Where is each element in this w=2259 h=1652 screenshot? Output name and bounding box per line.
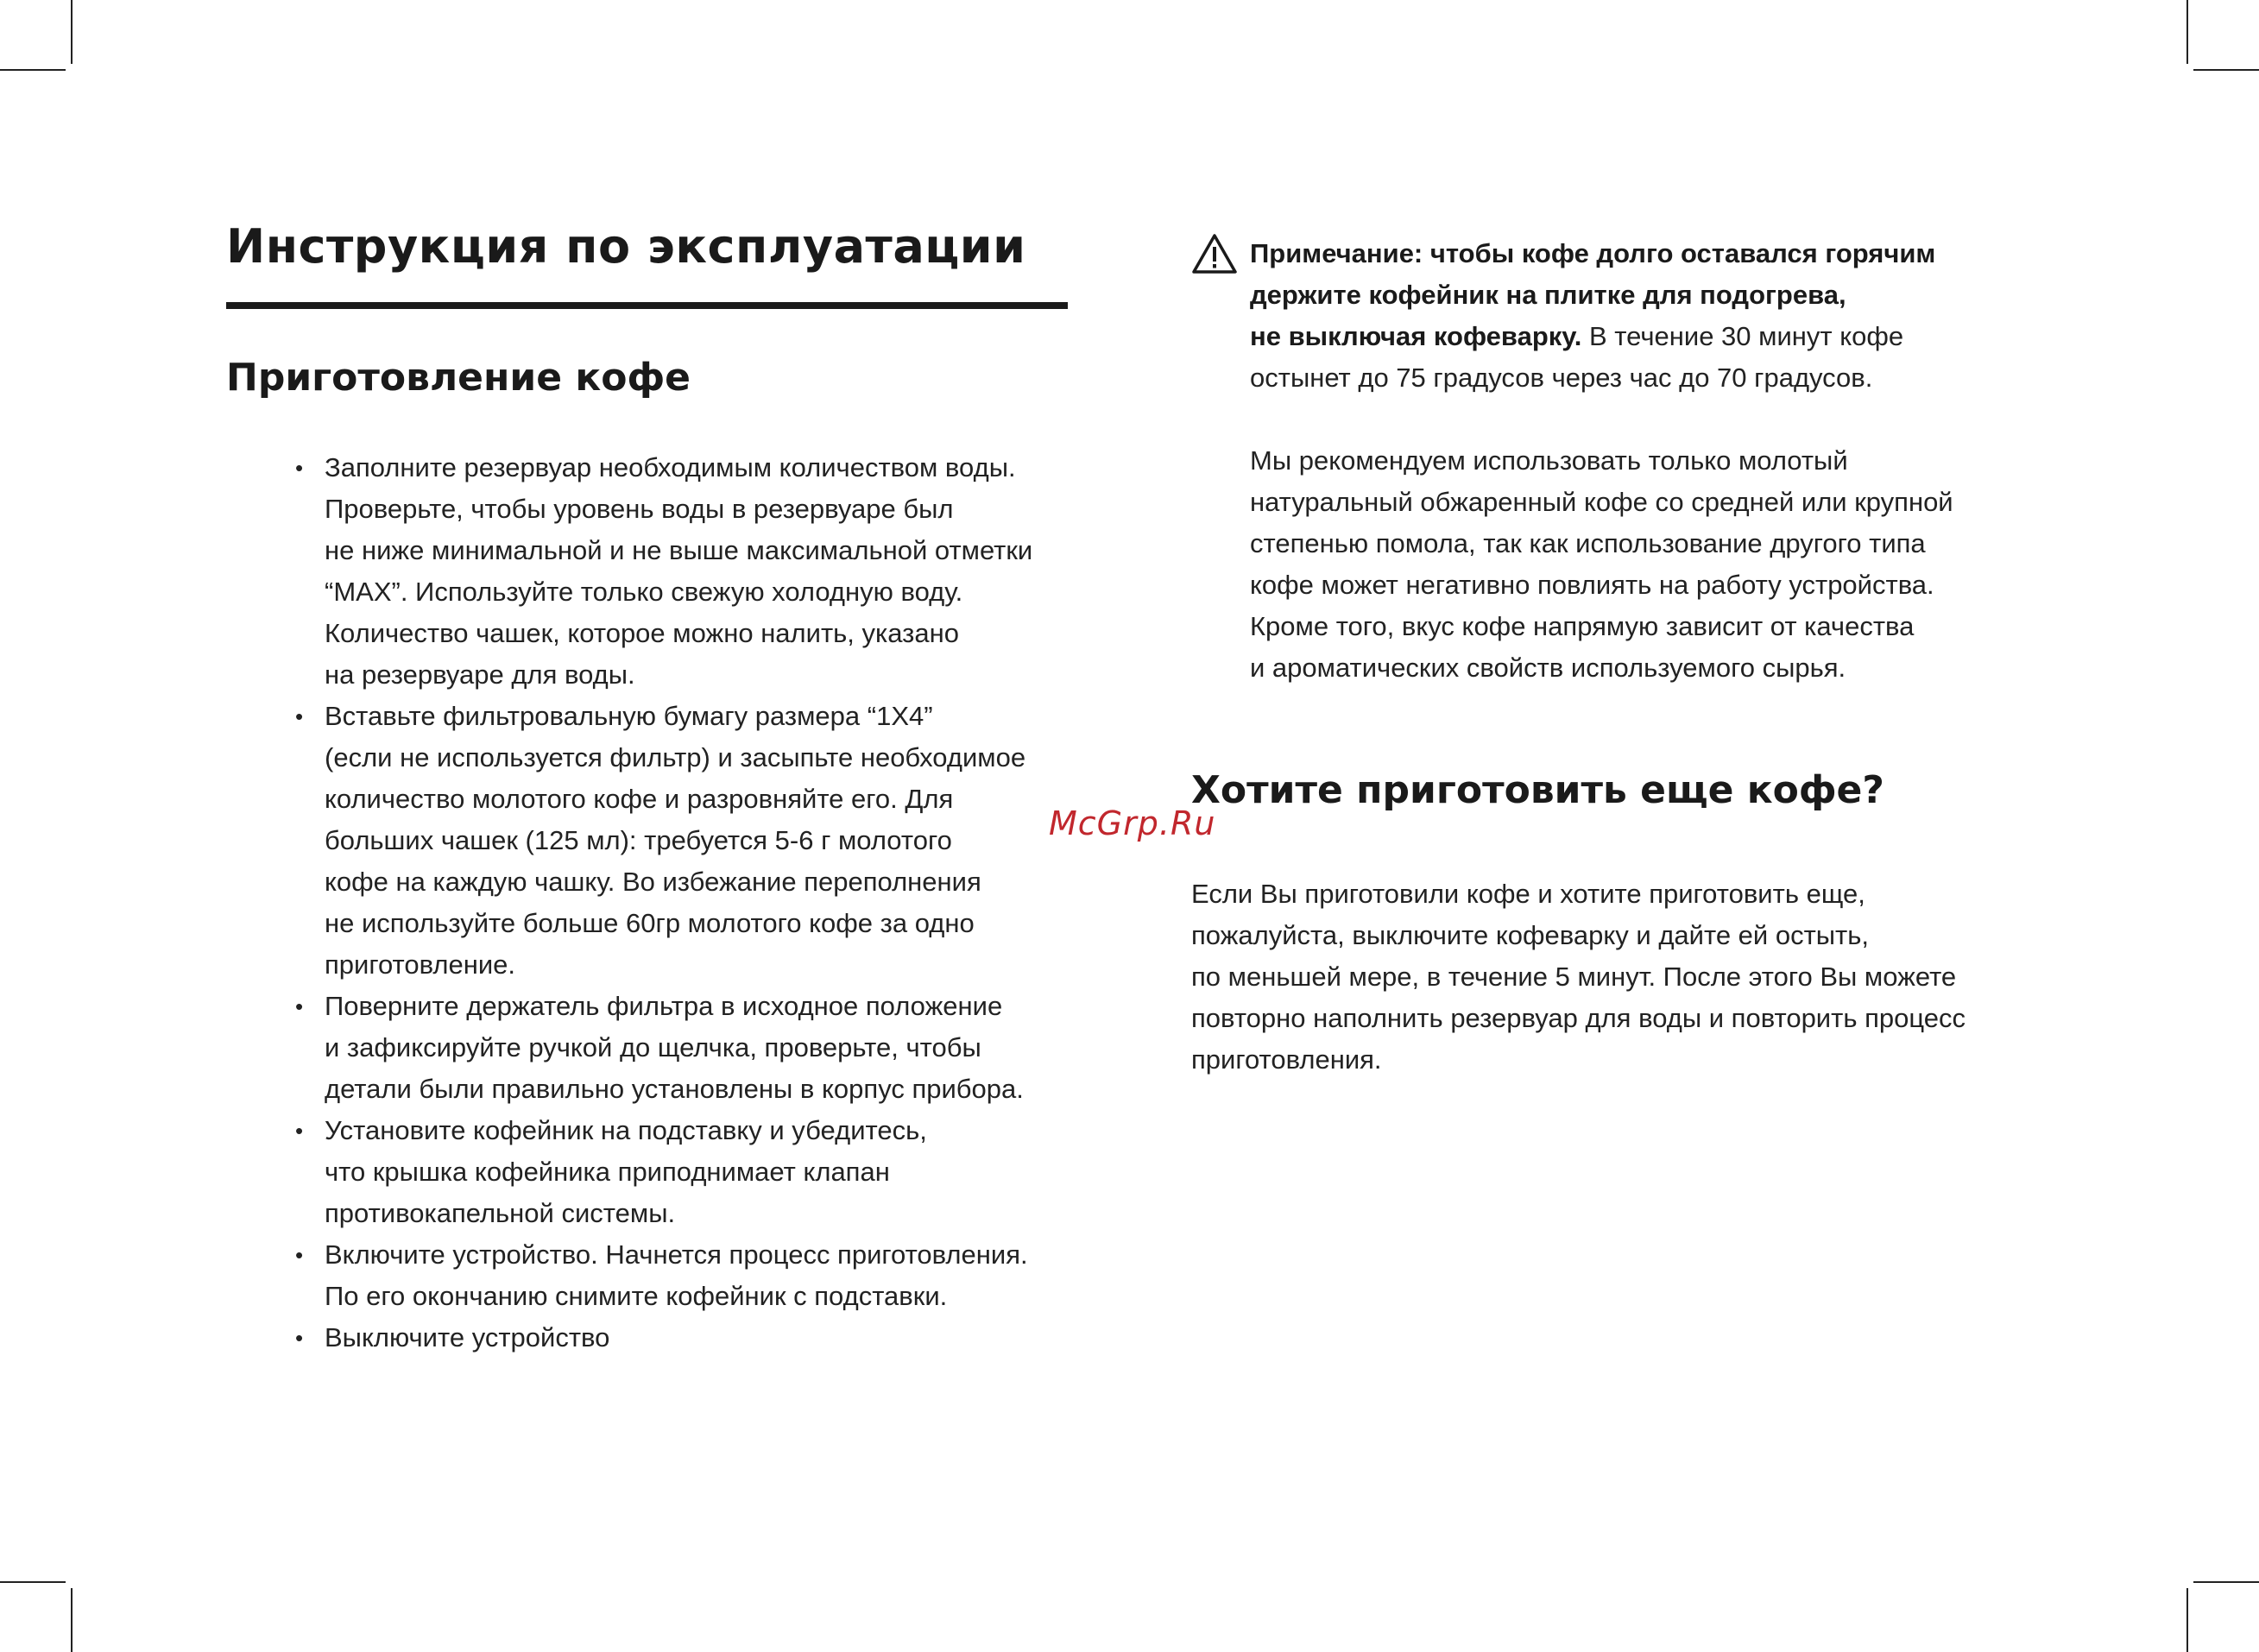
- section-title-more-coffee: Хотите приготовить еще кофе?: [1191, 768, 1884, 812]
- crop-mark-top-right-v: [2186, 0, 2188, 64]
- step-text: Выключите устройство: [325, 1322, 610, 1352]
- bullet: •: [295, 993, 304, 1019]
- crop-mark-top-left-h: [0, 69, 66, 71]
- recommendation-paragraph: Мы рекомендуем использовать только молотый натуральный обжаренный кофе со средней или крупной степенью помола, так как использование другого типа кофе может негативно повлиять на работу устройства. Кроме того, вкус кофе напрямую зависит от качества и ароматических свойств используемого сырья.: [1250, 445, 1953, 683]
- title-underline: [226, 302, 1068, 309]
- note-text: [1250, 233, 1935, 399]
- crop-mark-bottom-right-h: [2193, 1581, 2259, 1583]
- list-item: [287, 447, 1081, 696]
- bullet: •: [295, 455, 304, 481]
- crop-mark-top-right-h: [2193, 69, 2259, 71]
- step-text: Установите кофейник на подставку и убедитесь, что крышка кофейника приподнимает клапан противокапельной системы.: [325, 1115, 927, 1228]
- list-item: [287, 1317, 1081, 1359]
- more-coffee-paragraph: Если Вы приготовили кофе и хотите приготовить еще, пожалуйста, выключите кофеварку и дайте ей остыть, по меньшей мере, в течение 5 минут. После этого Вы можете повторно наполнить резервуар для воды и повторить процесс приготовления.: [1191, 879, 1966, 1075]
- bullet: •: [295, 703, 304, 729]
- crop-mark-bottom-left-v: [71, 1588, 73, 1652]
- crop-mark-bottom-left-h: [0, 1581, 66, 1583]
- warning-icon: [1191, 233, 1238, 274]
- bullet: •: [295, 1325, 304, 1351]
- list-item: [287, 696, 1081, 986]
- note-regular-text: В течение 30 минут кофе остынет до 75 градусов через час до 70 градусов.: [1250, 321, 1904, 393]
- watermark: McGrp.Ru: [1049, 804, 1216, 842]
- step-text: Включите устройство. Начнется процесс приготовления. По его окончанию снимите кофейник с подставки.: [325, 1239, 1028, 1311]
- step-text: Вставьте фильтровальную бумагу размера “1Х4” (если не используется фильтр) и засыпьте необходимое количество молотого кофе и разровняйте его. Для больших чашек (125 мл): требуется 5-6 г молотого кофе на каждую чашку. Во избежание переполнения не используйте больше 60гр молотого кофе за одно приготовление.: [325, 701, 1026, 980]
- crop-mark-bottom-right-v: [2186, 1588, 2188, 1652]
- list-item: [287, 986, 1081, 1110]
- step-text: Поверните держатель фильтра в исходное положение и зафиксируйте ручкой до щелчка, проверьте, чтобы детали были правильно установлены в корпус прибора.: [325, 991, 1024, 1104]
- bullet: •: [295, 1242, 304, 1268]
- brewing-steps-list: [287, 447, 1081, 1359]
- crop-mark-top-left-v: [71, 0, 73, 64]
- step-text: Заполните резервуар необходимым количеством воды. Проверьте, чтобы уровень воды в резервуаре был не ниже минимальной и не выше максимальной отметки “MAX”. Используйте только свежую холодную воду. Количество чашек, которое можно налить, указано на резервуаре для воды.: [325, 452, 1033, 690]
- bullet: •: [295, 1118, 304, 1144]
- section-title-brewing: Приготовление кофе: [226, 356, 691, 400]
- list-item: [287, 1110, 1081, 1234]
- list-item: [287, 1234, 1081, 1317]
- note-bold-text: Примечание: чтобы кофе долго оставался горячим держите кофейник на плитке для подогрева, не выключая кофеварку.: [1250, 238, 1936, 351]
- page-title: Инструкция по эксплуатации: [226, 219, 1026, 274]
